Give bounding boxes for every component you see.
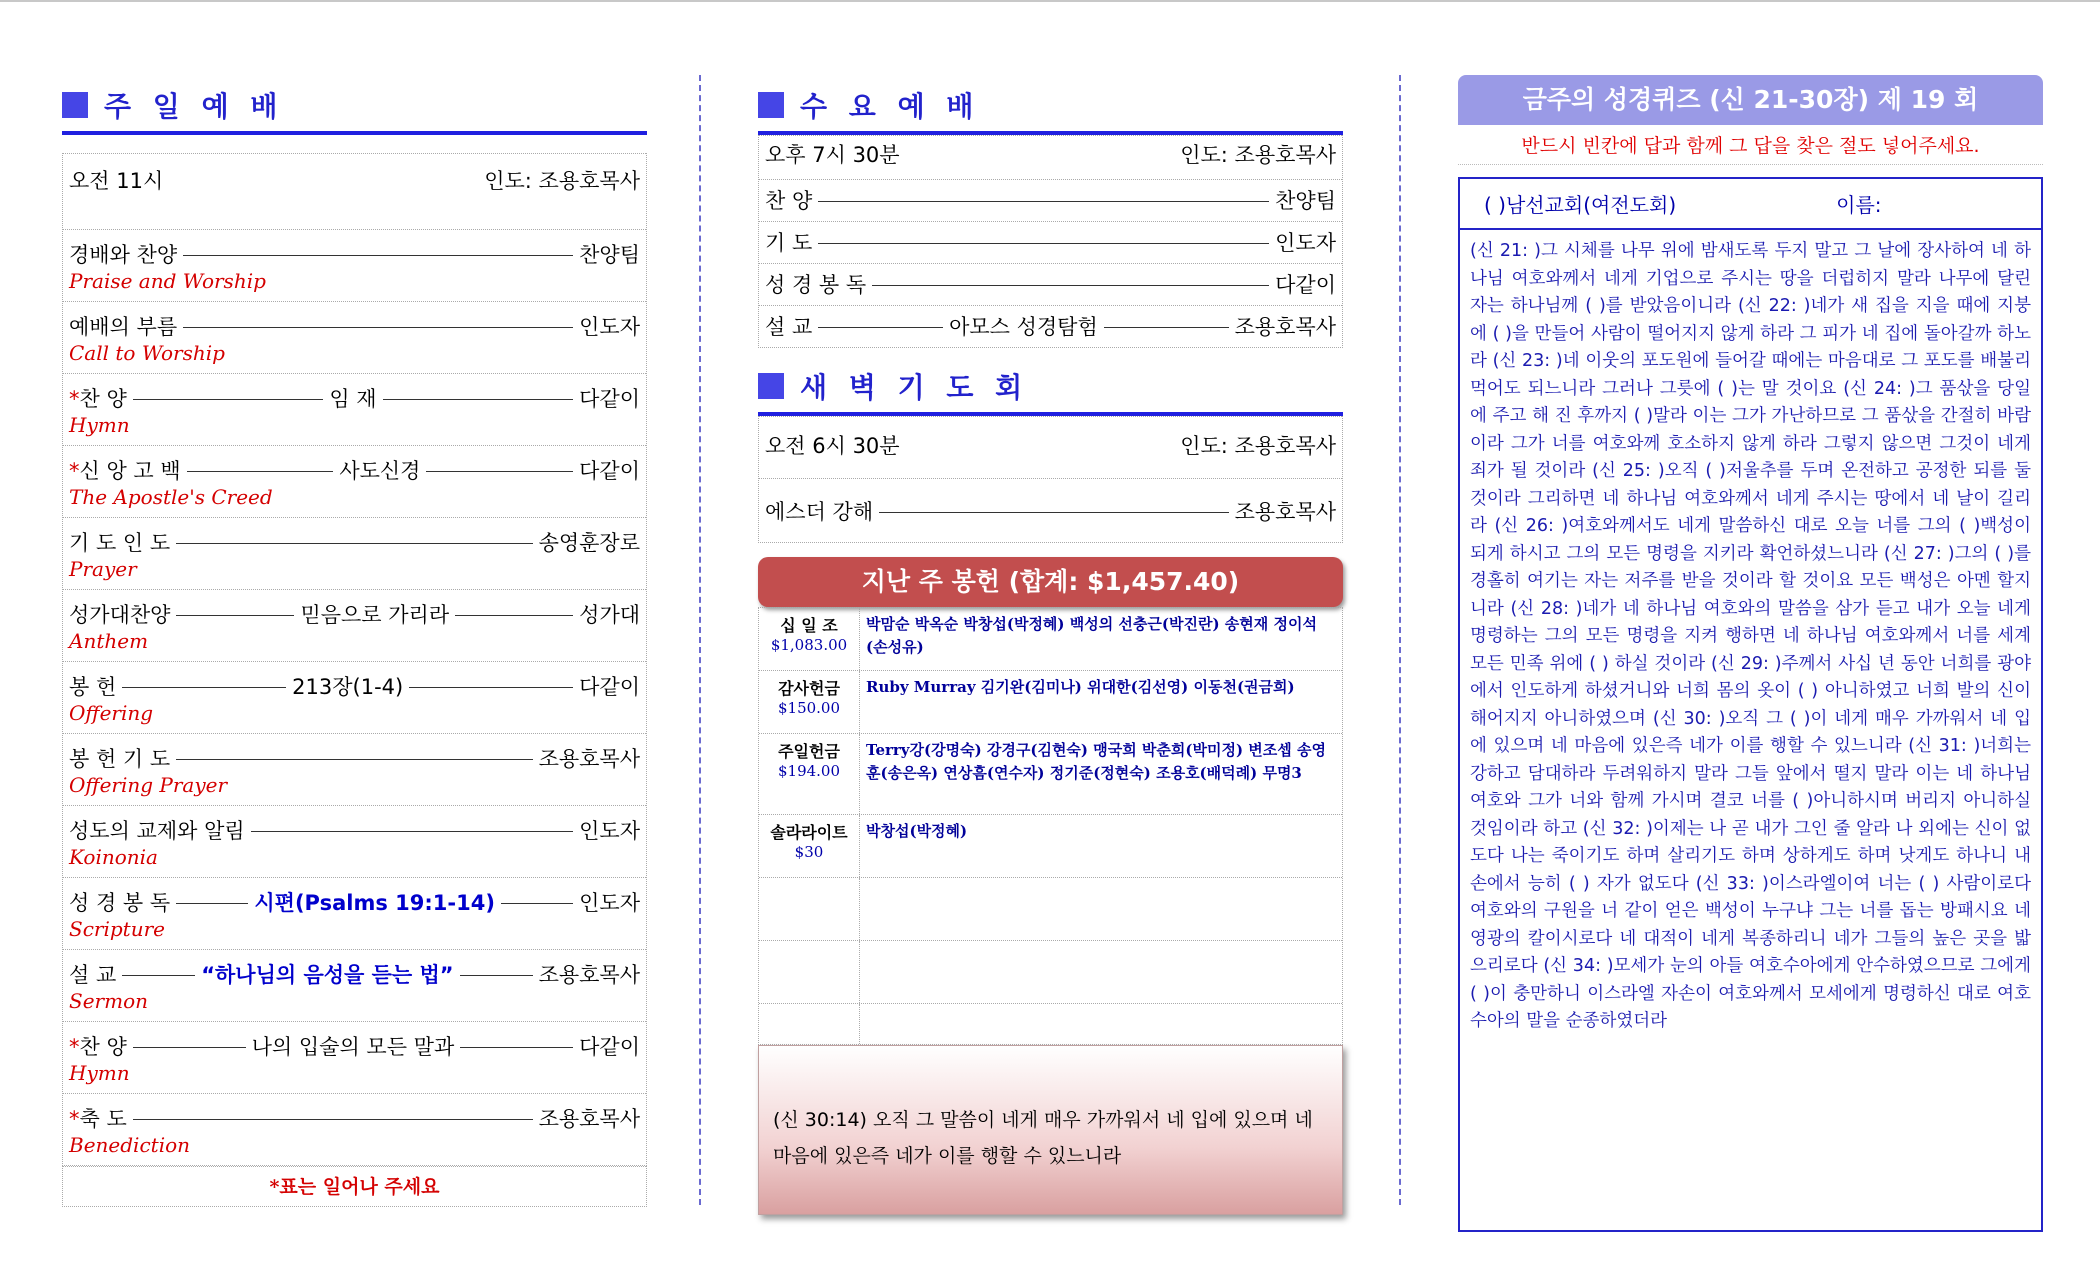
order-item-label: 경배와 찬양 <box>69 243 178 267</box>
order-item-leader: 다같이 <box>579 387 641 411</box>
dash-line <box>122 975 195 976</box>
order-item-english: The Apostle's Creed <box>69 485 273 509</box>
wednesday-column <box>758 85 1343 1215</box>
order-item-label: 성도의 교제와 알림 <box>69 819 245 843</box>
order-item-row <box>63 877 646 949</box>
column-divider <box>1399 75 1401 1205</box>
offering-row <box>759 670 1342 733</box>
dash-line <box>879 512 1228 513</box>
order-item-row <box>63 1021 646 1093</box>
dash-line <box>251 831 574 832</box>
service-time-row <box>759 135 1342 179</box>
offering-category <box>759 878 860 940</box>
dash-line <box>133 1047 246 1048</box>
offering-row <box>759 1003 1342 1044</box>
dash-line <box>133 399 324 400</box>
offering-category <box>759 941 860 1003</box>
offering-row <box>759 877 1342 940</box>
order-item-label: 설 교 <box>69 963 117 987</box>
offering-category <box>759 1004 860 1044</box>
offering-amount: $194.00 <box>777 762 841 780</box>
order-item-english: Hymn <box>69 413 130 437</box>
dash-line <box>133 1119 533 1120</box>
order-item-english: Offering <box>69 701 154 725</box>
square-bullet-icon <box>758 92 784 118</box>
stand-marker: * <box>69 459 80 483</box>
church-group-field[interactable]: ( )남선교회(여전도회) <box>1484 193 1677 217</box>
offering-donors <box>860 1004 1342 1044</box>
stand-marker: * <box>69 1035 80 1059</box>
dawn-prayer-header <box>758 366 1343 416</box>
dash-line <box>1104 327 1229 328</box>
order-item-english: Hymn <box>69 1061 130 1085</box>
offering-donors: 박맘순 박옥순 박창섭(박정혜) 백성의 선충근(박진란) 송현재 정이석(손성유) <box>866 615 1317 656</box>
quiz-header: 금주의 성경퀴즈 (신 21-30장) 제 19 회 <box>1458 75 2043 125</box>
dash-line <box>383 399 574 400</box>
order-item-english: Benediction <box>69 1133 191 1157</box>
dash-line <box>176 759 532 760</box>
order-item-english: Praise and Worship <box>69 269 266 293</box>
dash-line <box>176 615 294 616</box>
stand-footnote: *표는 일어나 주세요 <box>269 1176 440 1198</box>
square-bullet-icon <box>62 92 88 118</box>
order-item-label: *찬 양 <box>69 387 127 411</box>
column-divider <box>699 75 701 1205</box>
offering-donors: Ruby Murray 김기완(김미나) 위대한(김선영) 이동천(권금희) <box>866 678 1295 696</box>
offering-header: 지난 주 봉헌 (합계: $1,457.40) <box>758 557 1343 607</box>
order-item-leader: 조용호목사 <box>538 1107 640 1131</box>
square-bullet-icon <box>758 373 784 399</box>
order-item-detail: 아모스 성경탐험 <box>949 315 1098 339</box>
section-title: 새 벽 기 도 회 <box>800 371 1029 404</box>
order-item-label: *신 앙 고 백 <box>69 459 181 483</box>
order-item-label: 봉 헌 기 도 <box>69 747 171 771</box>
dash-line <box>872 285 1269 286</box>
order-item-row <box>63 301 646 373</box>
order-item-row <box>63 373 646 445</box>
order-item-leader: 조용호목사 <box>538 747 640 771</box>
order-item-leader: 인도자 <box>579 819 640 843</box>
quiz-name-row <box>1460 179 2041 230</box>
offering-category: 감사헌금 $150.00 <box>759 671 860 733</box>
dash-line <box>409 687 573 688</box>
dash-line <box>176 543 532 544</box>
dash-line <box>501 903 573 904</box>
order-item-leader: 인도자 <box>1275 231 1336 255</box>
sunday-worship-column <box>62 85 647 1207</box>
quiz-column <box>1458 75 2043 1232</box>
order-item-detail: 사도신경 <box>339 459 421 483</box>
offering-row <box>759 608 1342 670</box>
order-item-english: Koinonia <box>69 845 158 869</box>
dash-line <box>187 471 334 472</box>
service-leader: 인도: 조용호목사 <box>484 169 640 193</box>
stand-marker: * <box>69 387 80 411</box>
wednesday-order-table <box>758 135 1343 348</box>
order-item-leader: 인도자 <box>579 891 640 915</box>
order-item-row <box>63 949 646 1021</box>
order-item-label: *축 도 <box>69 1107 127 1131</box>
offering-row <box>759 733 1342 814</box>
order-item-leader: 조용호목사 <box>1234 315 1336 339</box>
order-item-label: 설 교 <box>765 315 813 339</box>
order-item-label: 예배의 부름 <box>69 315 178 339</box>
dash-line <box>460 1047 573 1048</box>
offering-row <box>759 814 1342 877</box>
order-item-leader: 송영훈장로 <box>538 531 640 555</box>
service-leader: 인도: 조용호목사 <box>1180 143 1336 167</box>
offering-row <box>759 940 1342 1003</box>
memory-verse-box <box>758 1045 1343 1215</box>
order-item-label: 기 도 인 도 <box>69 531 171 555</box>
order-item-english: Prayer <box>69 557 137 581</box>
order-item-row <box>63 805 646 877</box>
offering-amount: $150.00 <box>777 699 841 717</box>
order-item-row <box>63 661 646 733</box>
order-item-english: Sermon <box>69 989 148 1013</box>
dash-line <box>818 327 943 328</box>
service-time-row <box>63 153 646 229</box>
order-item-label: 기 도 <box>765 231 813 255</box>
order-item-row <box>63 229 646 301</box>
order-item-detail: 시편(Psalms 19:1-14) <box>254 891 495 915</box>
service-time: 오전 11시 <box>69 169 164 193</box>
order-item-leader: 성가대 <box>579 603 641 627</box>
offering-donors <box>860 941 1342 1003</box>
offering-donors <box>860 878 1342 940</box>
order-item-row <box>759 263 1342 305</box>
order-item-leader: 다같이 <box>1275 273 1336 297</box>
stand-marker: * <box>69 1107 80 1131</box>
memory-verse: (신 30:14) 오직 그 말씀이 네게 매우 가까워서 네 입에 있으며 네 마음에 있은즉 네가 이를 행할 수 있느니라 <box>773 1109 1313 1167</box>
order-item-leader: 조용호목사 <box>538 963 640 987</box>
service-time-row <box>759 416 1342 478</box>
order-item-leader: 다같이 <box>579 675 641 699</box>
offering-amount: $30 <box>794 843 824 861</box>
dash-line <box>818 243 1269 244</box>
service-leader: 인도: 조용호목사 <box>1180 434 1336 458</box>
order-item-detail: 나의 입술의 모든 말과 <box>251 1035 455 1059</box>
name-field[interactable]: 이름: <box>1836 193 1882 217</box>
order-item-label: *찬 양 <box>69 1035 127 1059</box>
dawn-item-label: 에스더 강해 <box>765 500 874 524</box>
offering-table <box>758 607 1343 1045</box>
offering-category: 주일헌금 $194.00 <box>759 734 860 814</box>
order-item-label: 성 경 봉 독 <box>765 273 867 297</box>
order-item-english: Scripture <box>69 917 165 941</box>
order-item-row <box>63 445 646 517</box>
dawn-order-table <box>758 416 1343 543</box>
order-item-detail: 믿음으로 가리라 <box>300 603 450 627</box>
order-item-english: Offering Prayer <box>69 773 228 797</box>
order-item-english: Anthem <box>69 629 149 653</box>
order-item-row <box>63 517 646 589</box>
order-item-leader: 찬양팀 <box>1275 189 1336 213</box>
order-item-row <box>63 733 646 805</box>
quiz-answer-box <box>1458 177 2043 1232</box>
order-item-leader: 인도자 <box>579 315 640 339</box>
service-time: 오전 6시 30분 <box>765 434 900 458</box>
dash-line <box>426 471 573 472</box>
dash-line <box>460 975 533 976</box>
order-item-detail: 213장(1-4) <box>292 675 404 699</box>
order-item-row <box>759 305 1342 347</box>
order-item-label: 봉 헌 <box>69 675 117 699</box>
sunday-worship-header <box>62 85 647 135</box>
service-time: 오후 7시 30분 <box>765 143 900 167</box>
order-item-row <box>759 221 1342 263</box>
section-title: 수 요 예 배 <box>800 90 980 123</box>
sunday-order-table <box>62 153 647 1166</box>
dash-line <box>183 327 573 328</box>
offering-donors: Terry강(강명숙) 강경구(김현숙) 맹국희 박춘희(박미정) 변조셉 송영훈(송은옥) 연상흠(연수자) 정기준(정현숙) 조용호(배덕례) 무명3 <box>866 741 1326 782</box>
order-item-leader: 다같이 <box>579 1035 640 1059</box>
order-item-row <box>63 1093 646 1165</box>
top-border <box>0 0 2100 2</box>
order-item-label: 성 경 봉 독 <box>69 891 171 915</box>
order-item-label: 성가대찬양 <box>69 603 171 627</box>
quiz-questions: (신 21: )그 시체를 나무 위에 밤새도록 두지 말고 그 날에 장사하여 네 하나님 여호와께서 네게 기업으로 주시는 땅을 더럽히지 말라 나무에 달린 자는 하나님께 ( )를 받았음이니라 (신 22: )네가 새 집을 지을 때에 지붕에 ( )을 만들어 사람이 떨어지지 않게 하라 그 피가 네 집에 돌아갈까 하노라 (신 23: )네 이웃의 포도원에 들어갈 때에는 마음대로 그 포도를 배불리 먹어도 되느니라 그러나 그릇에 ( )는 말 것이요 (신 24: )그 품삯을 당일에 주고 해 진 후까지 ( )말라 이는 그가 가난하므로 그 품삯을 간절히 바람이라 그가 너를 여호와께 호소하지 않게 하라 그렇지 않으면 그것이 네게 죄가 될 것이라 (신 25: )오직 ( )저울추를 두며 온전하고 공정한 되를 둘 것이라 그리하면 네 하나님 여호와께서 네게 주시는 땅에서 네 날이 길리라 (신 26: )여호와께서도 네게 말씀하신 대로 오늘 너를 그의 ( )백성이 되게 하시고 그의 모든 명령을 지키라 확언하셨느니라 (신 27: )그의 ( )를 경홀히 여기는 자는 저주를 받을 것이라 할 것이요 모든 백성은 아멘 할지니라 (신 28: )네가 네 하나님 여호와의 말씀을 삼가 듣고 내가 오늘 네게 명령하는 그의 모든 명령을 지켜 행하면 네 하나님 여호와께서 너를 세계 모든 민족 위에 ( ) 하실 것이라 (신 29: )주께서 사십 년 동안 너희를 광야에서 인도하게 하셨거니와 너희 몸의 옷이 ( ) 아니하였고 너희 발의 신이 해어지지 아니하였으며 (신 30: )오직 그 ( )이 네게 매우 가까워서 네 입에 있으며 네 마음에 있은즉 네가 이를 행할 수 있느니라 (신 31: )너희는 강하고 담대하라 두려워하지 말라 그들 앞에서 떨지 말라 이는 네 하나님 여호와 그가 너와 함께 가시며 결코 너를 ( )아니하시며 버리지 아니하실 것임이라 하고 (신 32: )이제는 나 곧 내가 그인 줄 알라 나 외에는 신이 없도다 나는 죽이기도 하며 살리기도 하며 상하게도 하며 낫게도 하나니 내 손에서 능히 ( ) 자가 없도다 (신 33: )이스라엘이여 너는 ( ) 사람이로다 여호와의 구원을 너 같이 얻은 백성이 누구냐 그는 너를 돕는 방패시요 네 영광의 칼이시로다 네 대적이 네게 복종하리니 네가 그들의 높은 곳을 밟으리로다 (신 34: )모세가 눈의 아들 여호수아에게 안수하였으므로 그에게 ( )이 충만하니 이스라엘 자손이 여호와께서 모세에게 명령하신 대로 여호수아의 말을 순종하였더라 <box>1470 241 2031 1031</box>
footnote-row <box>62 1166 647 1207</box>
dash-line <box>176 903 248 904</box>
order-item-english: Call to Worship <box>69 341 225 365</box>
dawn-item-row <box>759 478 1342 542</box>
offering-donors: 박창섭(박정혜) <box>866 822 968 840</box>
dash-line <box>183 255 573 256</box>
order-item-leader: 찬양팀 <box>579 243 640 267</box>
order-item-row <box>759 179 1342 221</box>
order-item-leader: 다같이 <box>579 459 640 483</box>
order-item-label: 찬 양 <box>765 189 813 213</box>
offering-amount: $1,083.00 <box>770 636 848 654</box>
section-title: 주 일 예 배 <box>104 90 284 123</box>
dash-line <box>122 687 286 688</box>
wednesday-worship-header <box>758 85 1343 135</box>
offering-category: 십 일 조 $1,083.00 <box>759 608 860 670</box>
dawn-item-leader: 조용호목사 <box>1234 500 1336 524</box>
dash-line <box>455 615 573 616</box>
order-item-detail: “하나님의 음성을 듣는 법” <box>201 963 454 987</box>
dash-line <box>818 201 1269 202</box>
offering-category: 솔라라이트 $30 <box>759 815 860 877</box>
quiz-instruction: 반드시 빈칸에 답과 함께 그 답을 찾은 절도 넣어주세요. <box>1458 125 2043 165</box>
order-item-detail: 임 재 <box>329 387 377 411</box>
order-item-row <box>63 589 646 661</box>
